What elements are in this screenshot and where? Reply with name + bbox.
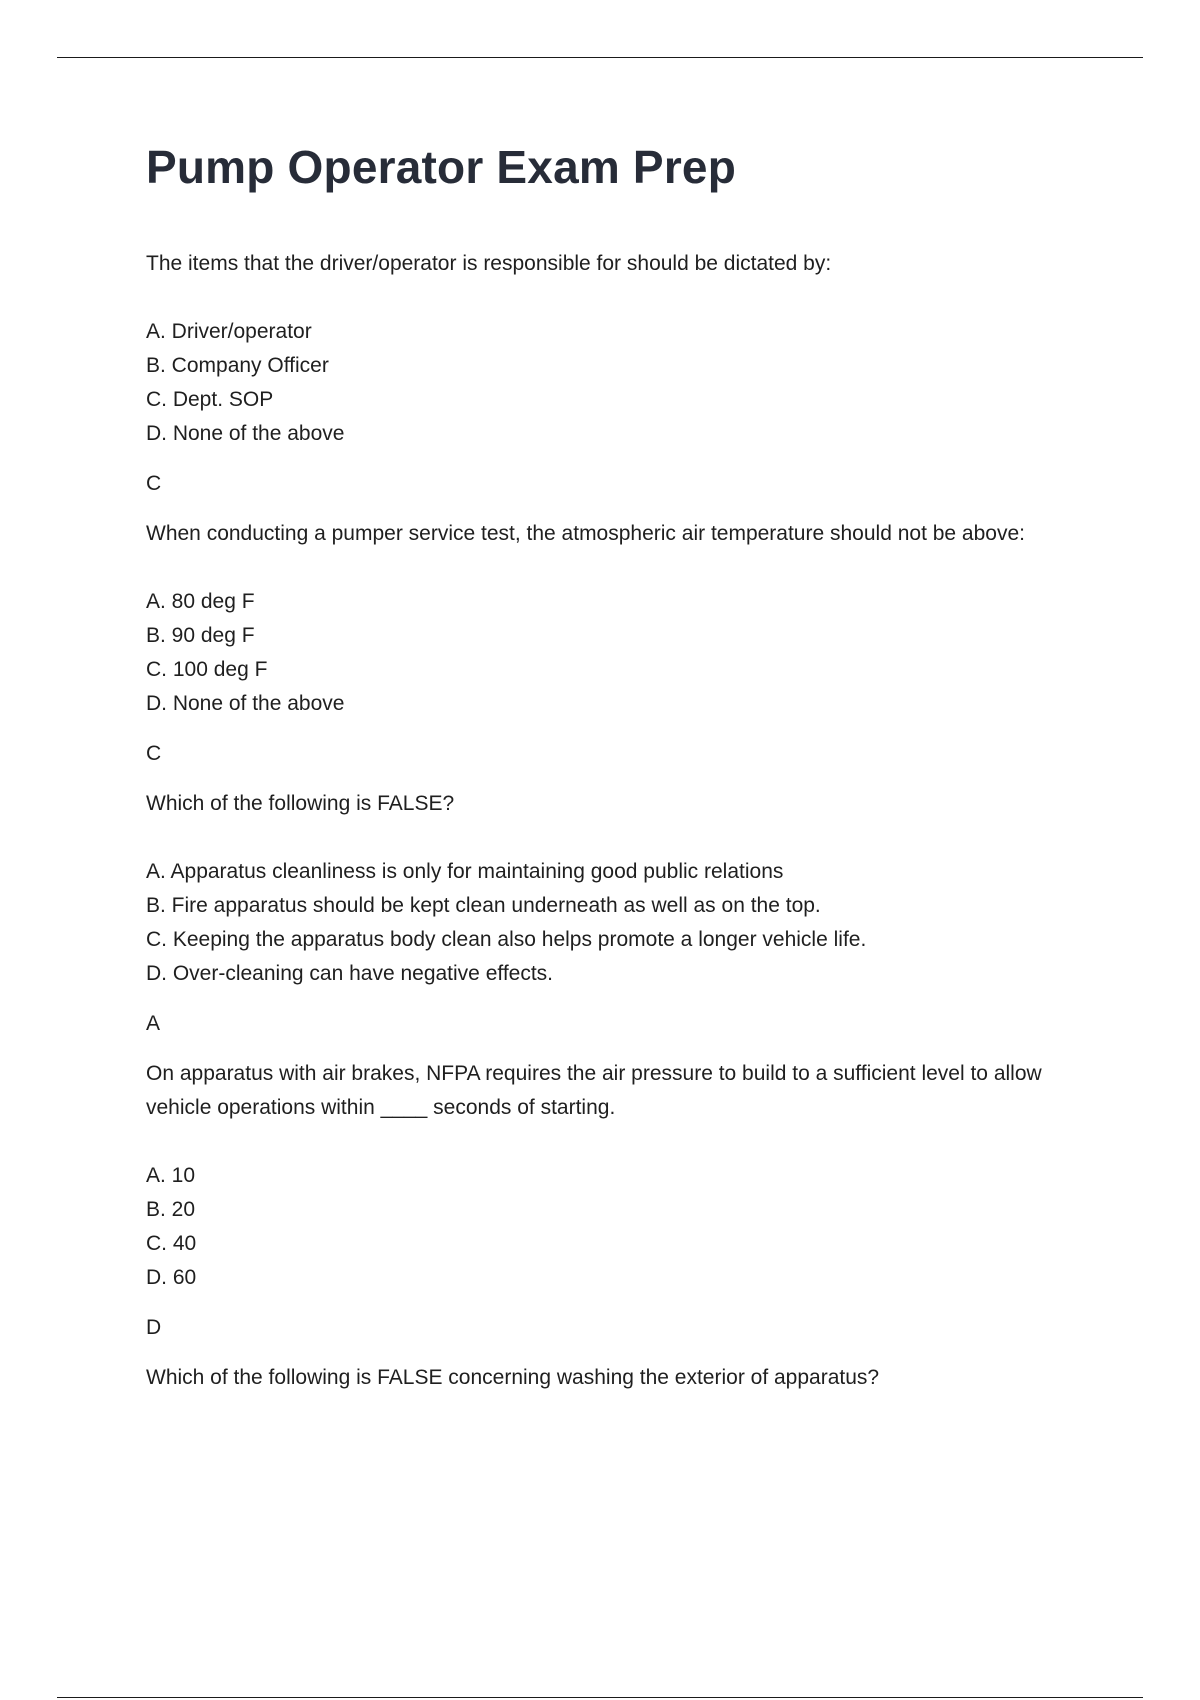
question-block — [146, 787, 1106, 1041]
option-a: A. Driver/operator — [146, 320, 312, 344]
bottom-rule — [57, 1697, 1143, 1698]
answer-text: A — [146, 1012, 161, 1036]
document-body — [146, 140, 1106, 1429]
options-list — [146, 855, 1106, 991]
question-block — [146, 517, 1106, 771]
answer-text: D — [146, 1316, 162, 1340]
option-d: D. None of the above — [146, 422, 345, 446]
question-block — [146, 247, 1106, 501]
option-b: B. Company Officer — [146, 354, 329, 378]
question-text: On apparatus with air brakes, NFPA requires the air pressure to build to a sufficient level to allow vehicle operations within ____ seconds of starting. — [146, 1062, 1042, 1120]
option-b: B. Fire apparatus should be kept clean underneath as well as on the top. — [146, 894, 821, 918]
option-d: D. None of the above — [146, 692, 345, 716]
question-block — [146, 1057, 1106, 1345]
option-c: C. 40 — [146, 1232, 197, 1256]
option-a: A. 80 deg F — [146, 590, 255, 614]
answer-text: C — [146, 472, 162, 496]
question-text: Which of the following is FALSE concerning washing the exterior of apparatus? — [146, 1366, 880, 1390]
option-a: A. Apparatus cleanliness is only for maintaining good public relations — [146, 860, 784, 884]
option-b: B. 90 deg F — [146, 624, 255, 648]
page-title: Pump Operator Exam Prep — [146, 141, 736, 193]
question-text: The items that the driver/operator is responsible for should be dictated by: — [146, 252, 832, 276]
option-a: A. 10 — [146, 1164, 196, 1188]
options-list — [146, 585, 1106, 721]
options-list — [146, 1159, 1106, 1295]
question-text: Which of the following is FALSE? — [146, 792, 455, 816]
option-c: C. Keeping the apparatus body clean also helps promote a longer vehicle life. — [146, 928, 867, 952]
options-list — [146, 315, 1106, 451]
top-rule — [57, 57, 1143, 58]
question-block — [146, 1361, 1106, 1395]
option-d: D. Over-cleaning can have negative effects. — [146, 962, 554, 986]
option-c: C. 100 deg F — [146, 658, 268, 682]
question-text: When conducting a pumper service test, the atmospheric air temperature should not be above: — [146, 522, 1025, 546]
option-c: C. Dept. SOP — [146, 388, 274, 412]
answer-text: C — [146, 742, 162, 766]
option-b: B. 20 — [146, 1198, 196, 1222]
option-d: D. 60 — [146, 1266, 197, 1290]
